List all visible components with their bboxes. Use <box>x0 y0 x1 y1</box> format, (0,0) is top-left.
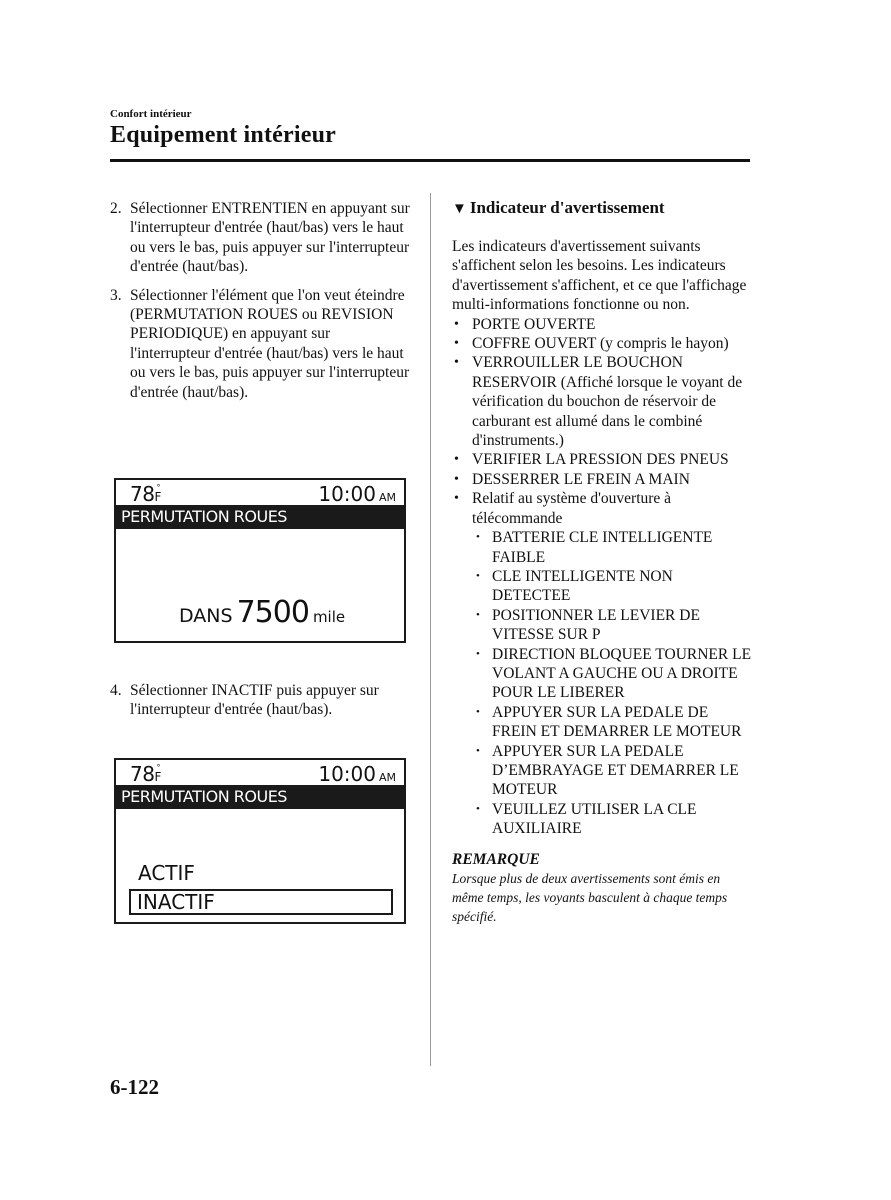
step-2 <box>110 199 410 277</box>
display-1-status-row <box>116 480 404 505</box>
list-item: • VERROUILLER LE BOUCHON RESERVOIR (Affiché lorsque le voyant de vérification du bouchon de réservoir de carburant est allumé dans le combiné d'instruments.) <box>454 354 743 450</box>
left-column <box>110 199 410 402</box>
note-title: REMARQUE <box>452 850 540 868</box>
bullet-icon: • <box>476 744 480 757</box>
display-2-clock: 10:00 AM <box>318 762 396 786</box>
bullet-icon: • <box>476 531 480 544</box>
warning-list <box>452 315 752 839</box>
step-2-number: 2. <box>110 200 122 217</box>
sub-list-item: • APPUYER SUR LA PEDALE DE FREIN ET DEMARRER LE MOTEUR <box>476 703 742 741</box>
sub-list-item: • APPUYER SUR LA PEDALE D’EMBRAYAGE ET DEMARRER LE MOTEUR <box>476 742 739 799</box>
bullet-icon: • <box>454 336 459 352</box>
display-screen-2 <box>114 758 406 924</box>
bullet-icon: • <box>454 452 459 468</box>
display-screen-1 <box>114 478 406 643</box>
list-item: • Relatif au système d'ouverture à télécommande <box>454 490 672 527</box>
note-text: Lorsque plus de deux avertissements sont émis en même temps, les voyants basculent à chaque temps spécifié. <box>452 870 728 925</box>
list-item: • DESSERRER LE FREIN A MAIN <box>454 470 690 488</box>
sub-list-item: • DIRECTION BLOQUEE TOURNER LE VOLANT A GAUCHE OU A DROITE POUR LE LIBERER <box>476 645 752 702</box>
step-3 <box>110 286 410 402</box>
page-title: Equipement intérieur <box>110 122 336 148</box>
display-2-title-bar: PERMUTATION ROUES <box>116 785 404 809</box>
list-item: • VERIFIER LA PRESSION DES PNEUS <box>454 451 729 469</box>
display-1-temperature: 78 ° F <box>130 482 161 506</box>
triangle-down-icon: ▼ <box>452 201 467 217</box>
step-4-number: 4. <box>110 682 122 699</box>
display-1-clock: 10:00 AM <box>318 482 396 506</box>
section-label: Confort intérieur <box>110 108 192 120</box>
sub-list-item: • VEUILLEZ UTILISER LA CLE AUXILIAIRE <box>476 800 697 838</box>
right-column <box>452 197 752 927</box>
list-item: • COFFRE OUVERT (y compris le hayon) <box>454 335 729 353</box>
sub-list-item: • BATTERIE CLE INTELLIGENTE FAIBLE <box>476 529 713 566</box>
step-4-text: Sélectionner INACTIF puis appuyer sur l'interrupteur d'entrée (haut/bas). <box>130 682 379 719</box>
display-2-temperature: 78 ° F <box>130 762 161 786</box>
bullet-icon: • <box>454 355 459 371</box>
display-2-option-inactif-selected: INACTIF <box>129 889 393 915</box>
bullet-icon: • <box>476 569 480 582</box>
sub-list-item: • CLE INTELLIGENTE NON DETECTEE <box>476 567 673 605</box>
bullet-icon: • <box>476 608 480 621</box>
list-item: • PORTE OUVERTE <box>454 315 596 333</box>
column-divider <box>430 193 431 1066</box>
bullet-icon: • <box>476 647 480 660</box>
sub-list-item: • POSITIONNER LE LEVIER DE VITESSE SUR P <box>476 606 700 644</box>
bullet-icon: • <box>454 316 459 332</box>
title-rule <box>110 159 750 162</box>
bullet-icon: • <box>476 705 480 718</box>
display-1-distance: DANS 7500 mile <box>179 595 346 630</box>
intro-paragraph: Les indicateurs d'avertissement suivants s'affichent selon les besoins. Les indicateurs d'avertissement s'affichent, et ce que l'affichage multi-informations fonctionne ou non. <box>452 238 747 314</box>
step-3-number: 3. <box>110 286 122 304</box>
bullet-icon: • <box>454 491 459 507</box>
page-number: 6-122 <box>110 1075 159 1099</box>
display-2-option-actif: ACTIF <box>138 861 195 885</box>
display-2-status-row <box>116 760 404 785</box>
step-4 <box>110 681 410 720</box>
section-heading: ▼ Indicateur d'avertissement <box>452 198 665 217</box>
bullet-icon: • <box>454 471 459 487</box>
bullet-icon: • <box>476 802 480 815</box>
step-2-text: Sélectionner ENTRENTIEN en appuyant sur l'interrupteur d'entrée (haut/bas) vers le haut ou vers le bas, puis appuyer sur l'interrupteur d'entrée (haut/bas). <box>130 200 410 276</box>
step-3-text: Sélectionner l'élément que l'on veut éteindre (PERMUTATION ROUES ou REVISION PERIODIQUE) en appuyant sur l'interrupteur d'entrée (haut/bas) vers le haut ou vers le bas, puis appuyer sur l'interrupteur d'entrée (haut/bas). <box>130 286 410 401</box>
display-1-title-bar: PERMUTATION ROUES <box>116 505 404 529</box>
